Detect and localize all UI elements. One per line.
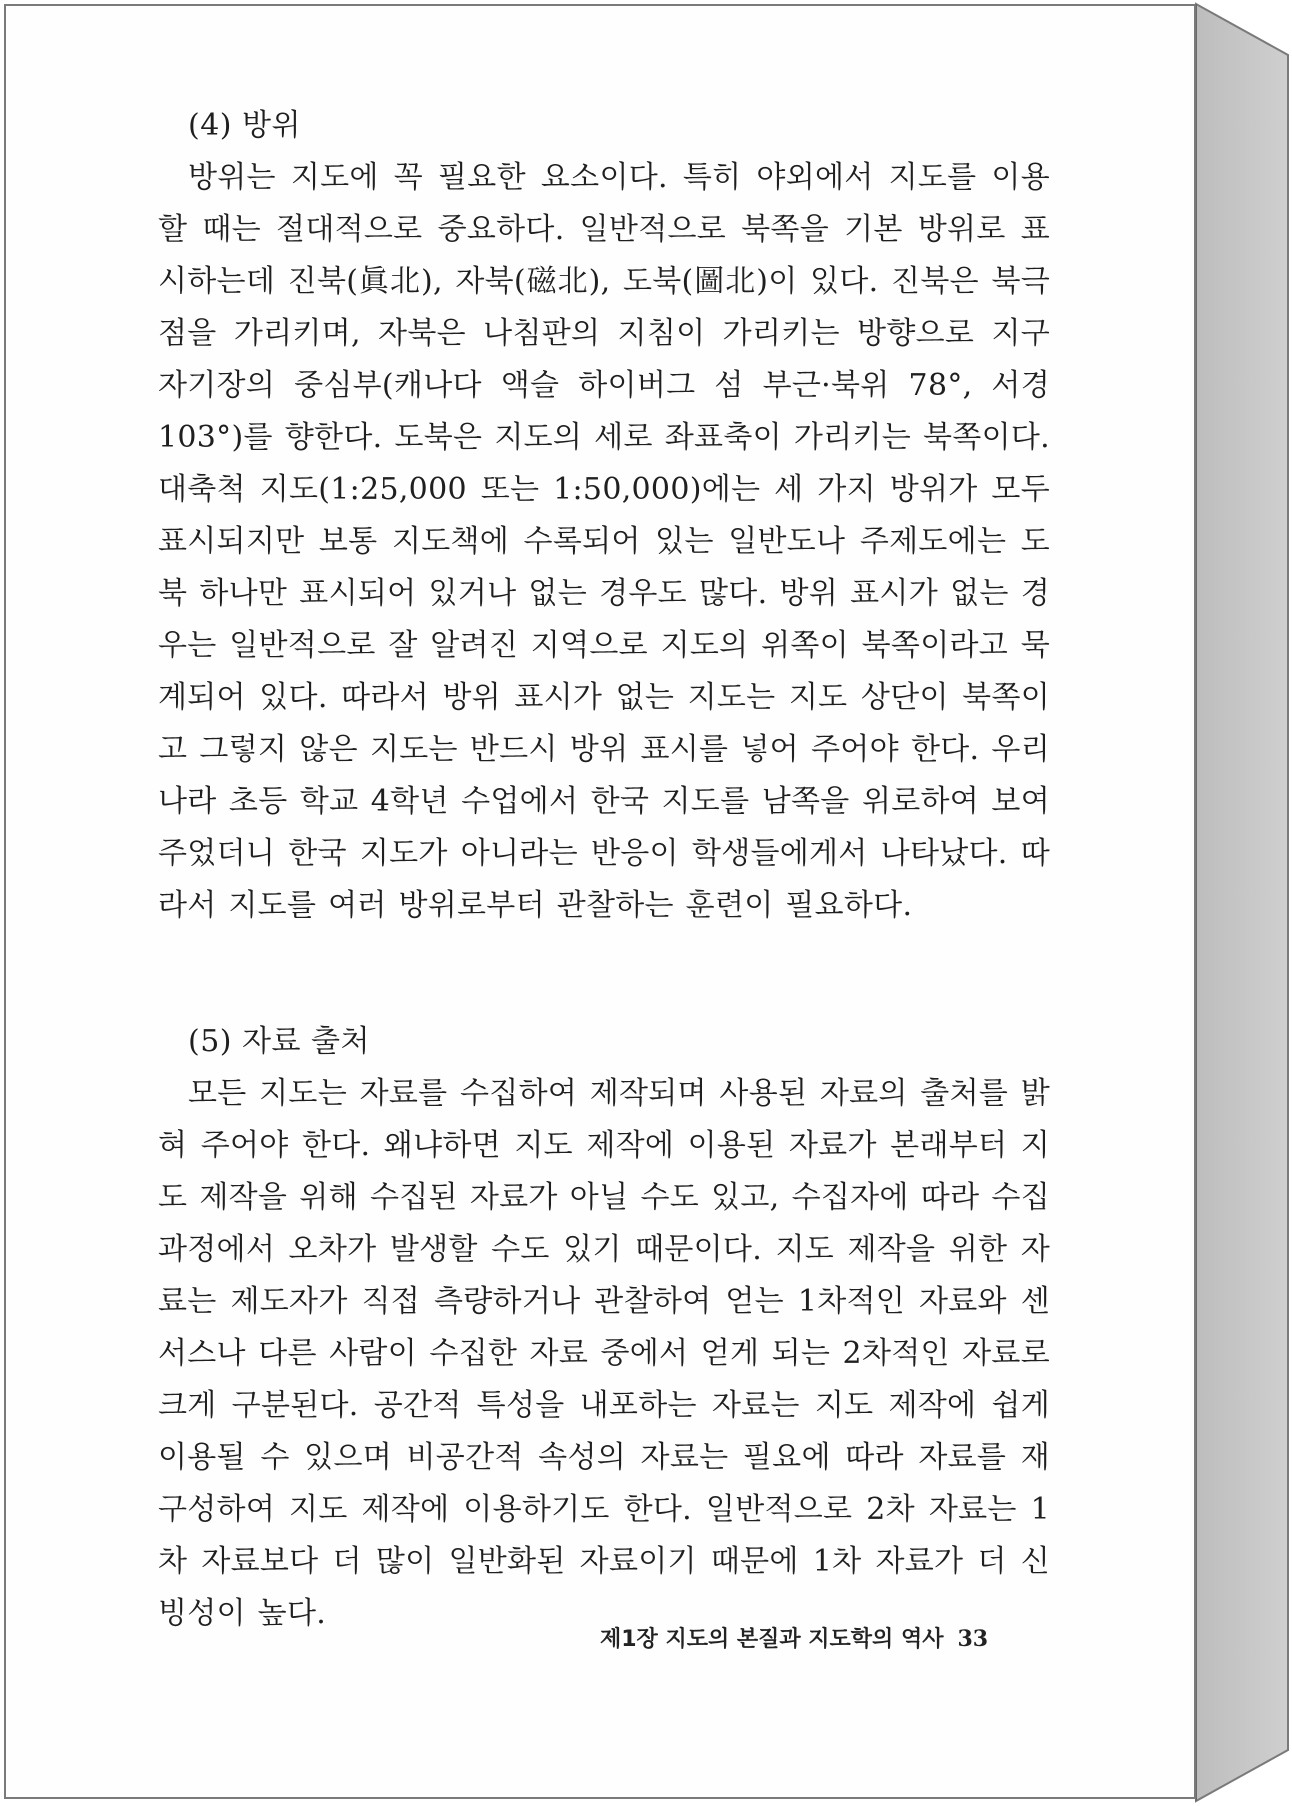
section-spacer [158, 932, 1050, 1016]
page-content [158, 100, 1050, 1640]
section-body-data-source: 모든 지도는 자료를 수집하여 제작되며 사용된 자료의 출처를 밝혀 주어야 한다. 왜냐하면 지도 제작에 이용된 자료가 본래부터 지도 제작을 위해 수집된 자료가 아닐 수도 있고, 수집자에 따라 수집 과정에서 오차가 발생할 수도 있기 때문이다. 지도 제작을 위한 자료는 제도자가 직접 측량하거나 관찰하여 얻는 1차적인 자료와 센서스나 다른 사람이 수집한 자료 중에서 얻게 되는 2차적인 자료로 크게 구분된다. 공간적 특성을 내포하는 자료는 지도 제작에 쉽게 이용될 수 있으며 비공간적 속성의 자료는 필요에 따라 자료를 재구성하여 지도 제작에 이용하기도 한다. 일반적으로 2차 자료는 1차 자료보다 더 많이 일반화된 자료이기 때문에 1차 자료가 더 신빙성이 높다. [158, 1076, 1050, 1631]
page-footer [600, 1622, 988, 1653]
page-number: 33 [957, 1626, 989, 1652]
section-body-direction: 방위는 지도에 꼭 필요한 요소이다. 특히 야외에서 지도를 이용할 때는 절대적으로 중요하다. 일반적으로 북쪽을 기본 방위로 표시하는데 진북(眞北), 자북(磁北), 도북(圖北)이 있다. 진북은 북극점을 가리키며, 자북은 나침판의 지침이 가리키는 방향으로 지구 자기장의 중심부(캐나다 액슬 하이버그 섬 부근·북위 78°, 서경 103°)를 향한다. 도북은 지도의 세로 좌표축이 가리키는 북쪽이다. 대축척 지도(1:25,000 또는 1:50,000)에는 세 가지 방위가 모두 표시되지만 보통 지도책에 수록되어 있는 일반도나 주제도에는 도북 하나만 표시되어 있거나 없는 경우도 많다. 방위 표시가 없는 경우는 일반적으로 잘 알려진 지역으로 지도의 위쪽이 북쪽이라고 묵계되어 있다. 따라서 방위 표시가 없는 지도는 지도 상단이 북쪽이고 그렇지 않은 지도는 반드시 방위 표시를 넣어 주어야 한다. 우리 나라 초등 학교 4학년 수업에서 한국 지도를 남쪽을 위로하여 보여 주었더니 한국 지도가 아니라는 반응이 학생들에게서 나타났다. 따라서 지도를 여러 방위로부터 관찰하는 훈련이 필요하다. [158, 160, 1050, 923]
section-heading-data-source: (5) 자료 출처 [188, 1024, 370, 1059]
chapter-title: 제1장 지도의 본질과 지도학의 역사 [600, 1627, 944, 1652]
section-heading-direction: (4) 방위 [188, 108, 301, 143]
